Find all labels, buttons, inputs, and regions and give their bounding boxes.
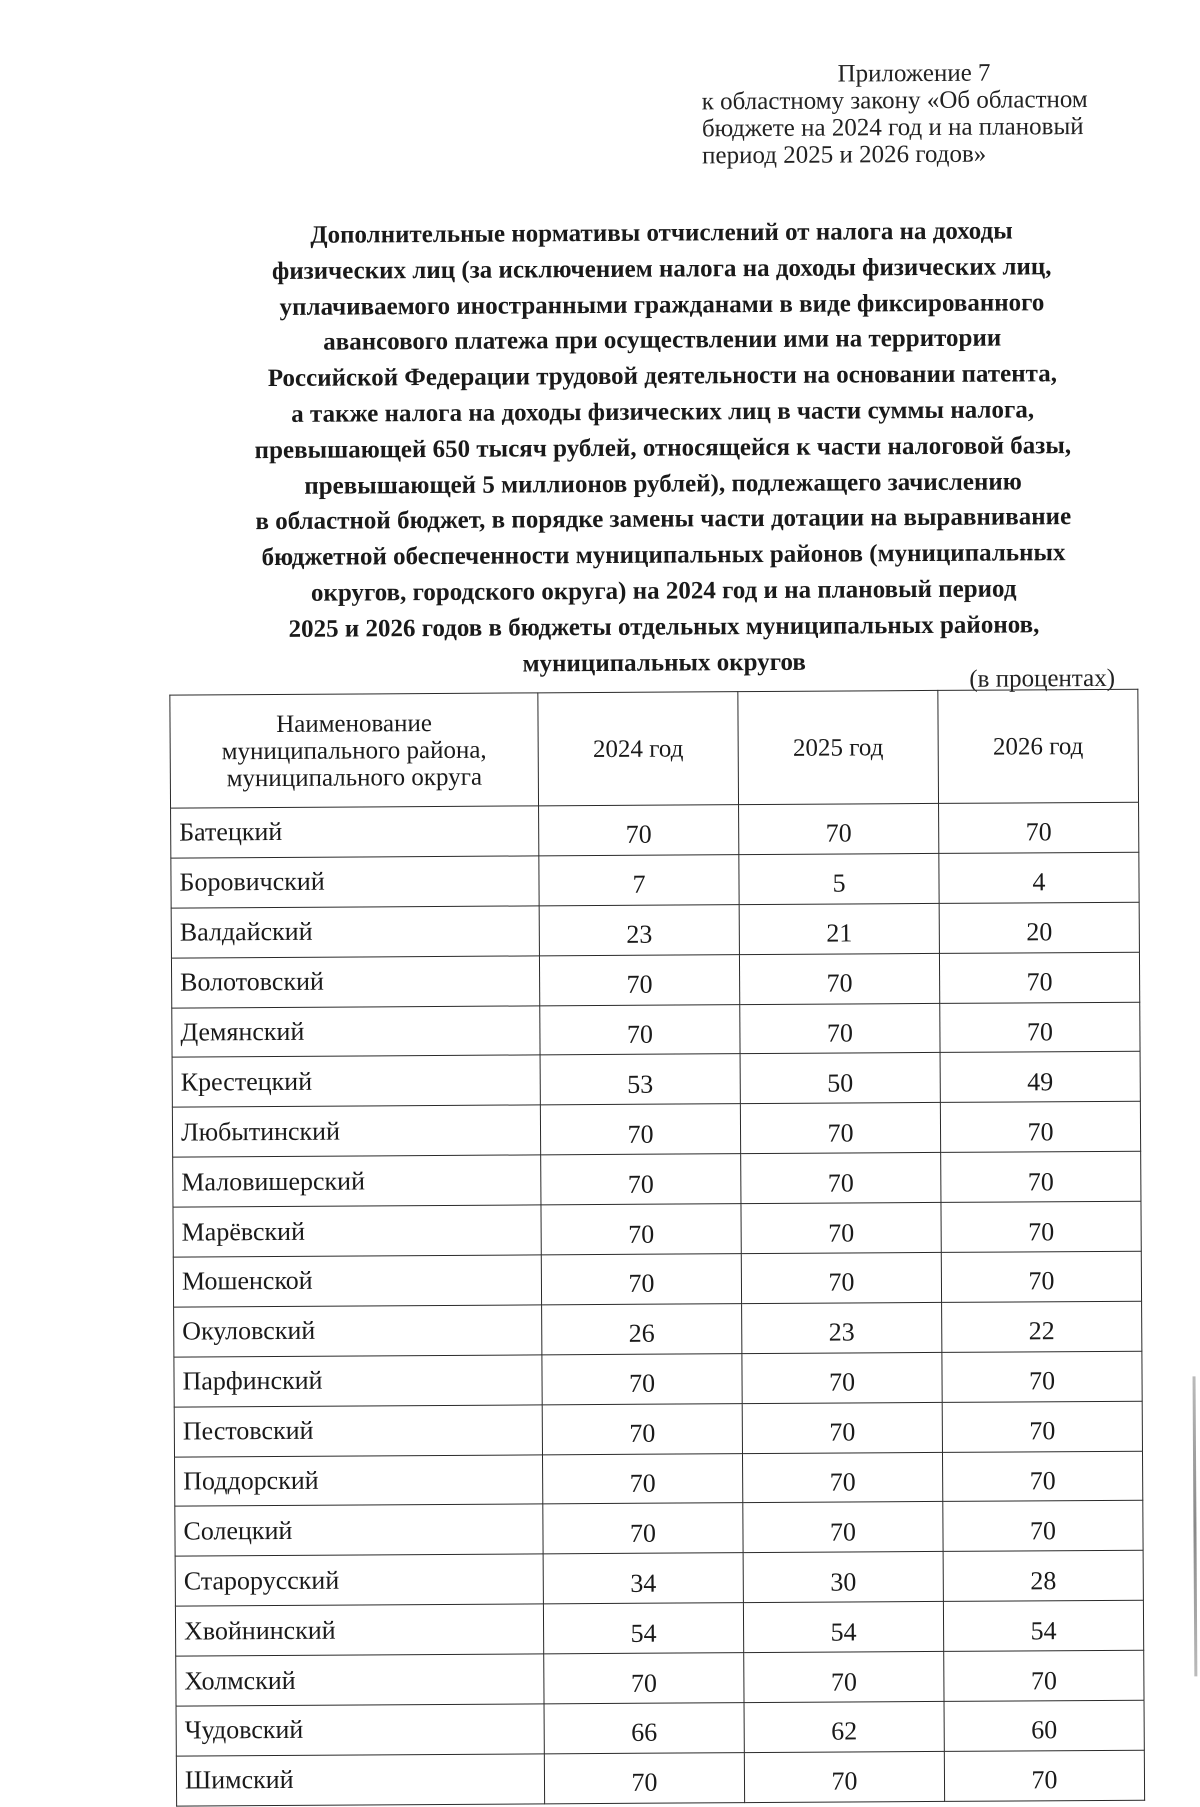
value-2025-cell: 21 — [739, 903, 939, 954]
value-2025-cell: 70 — [740, 1003, 940, 1054]
table-row — [172, 1052, 1140, 1108]
value-2026-cell: 70 — [942, 1401, 1142, 1452]
norms-table — [169, 689, 1145, 1807]
district-name-cell: Демянский — [172, 1005, 540, 1057]
value-2025-cell: 70 — [742, 1352, 942, 1403]
district-name-cell: Парфинский — [174, 1355, 542, 1407]
appendix-law-line-1: к областному закону «Об областном — [701, 86, 1088, 116]
table-header-row — [170, 689, 1139, 808]
value-2025-cell: 70 — [744, 1652, 944, 1703]
title-line: уплачиваемого иностранными гражданами в виде фиксированного — [279, 288, 1045, 321]
value-2024-cell: 70 — [542, 1353, 742, 1404]
district-name-cell: Батецкий — [171, 806, 539, 858]
appendix-reference — [701, 59, 1162, 170]
table-row — [174, 1401, 1142, 1457]
district-name-cell: Волотовский — [171, 956, 539, 1008]
header-name-line: муниципального района, — [221, 736, 487, 765]
units-note: (в процентах) — [969, 664, 1116, 693]
district-name-cell: Хвойнинский — [175, 1604, 543, 1656]
title-line: Российской Федерации трудовой деятельности на основании патента, — [267, 360, 1058, 393]
table-row — [173, 1151, 1141, 1207]
value-2025-cell: 70 — [743, 1502, 943, 1553]
value-2026-cell: 28 — [943, 1551, 1143, 1602]
value-2026-cell: 60 — [944, 1700, 1144, 1751]
value-2024-cell: 66 — [544, 1703, 744, 1754]
table-row — [172, 1102, 1140, 1158]
value-2026-cell: 70 — [941, 1151, 1141, 1202]
title-line: 2025 и 2026 годов в бюджеты отдельных муниципальных районов, — [288, 611, 1040, 643]
district-name-cell: Старорусский — [175, 1554, 543, 1606]
value-2024-cell: 23 — [539, 904, 739, 955]
value-2025-cell: 70 — [742, 1402, 942, 1453]
header-2025: 2025 год — [738, 690, 939, 804]
value-2025-cell: 70 — [742, 1452, 942, 1503]
value-2025-cell: 30 — [743, 1552, 943, 1603]
title-line: превышающей 650 тысяч рублей, относящейся к части налоговой базы, — [254, 431, 1072, 464]
district-name-cell: Поддорский — [175, 1454, 543, 1506]
value-2024-cell: 70 — [540, 1104, 740, 1155]
value-2026-cell: 70 — [940, 1102, 1140, 1153]
appendix-number: Приложение 7 — [837, 59, 991, 88]
value-2025-cell: 70 — [740, 1103, 940, 1154]
district-name-cell: Крестецкий — [172, 1055, 540, 1107]
table-row — [176, 1750, 1144, 1806]
title-line: Дополнительные нормативы отчислений от налога на доходы — [310, 217, 1013, 249]
table-row — [175, 1600, 1143, 1656]
district-name-cell: Боровичский — [171, 856, 539, 908]
value-2024-cell: 70 — [543, 1503, 743, 1554]
table-row — [172, 1002, 1140, 1058]
value-2026-cell: 70 — [941, 1251, 1141, 1302]
value-2024-cell: 53 — [540, 1054, 740, 1105]
value-2024-cell: 70 — [544, 1753, 744, 1804]
value-2024-cell: 70 — [544, 1653, 744, 1704]
header-name-line: Наименование — [276, 709, 432, 738]
value-2024-cell: 70 — [541, 1254, 741, 1305]
value-2026-cell: 22 — [942, 1301, 1142, 1352]
value-2024-cell: 70 — [540, 1004, 740, 1055]
value-2026-cell: 70 — [941, 1201, 1141, 1252]
value-2025-cell: 70 — [741, 1153, 941, 1204]
document-title — [156, 213, 1169, 685]
value-2025-cell: 5 — [739, 853, 939, 904]
value-2025-cell: 70 — [741, 1203, 941, 1254]
value-2024-cell: 70 — [542, 1453, 742, 1504]
district-name-cell: Окуловский — [174, 1305, 542, 1357]
value-2025-cell: 70 — [744, 1751, 944, 1802]
district-name-cell: Пестовский — [174, 1405, 542, 1457]
district-name-cell: Маловишерский — [173, 1155, 541, 1207]
title-line: округов, городского округа) на 2024 год и на плановый период — [310, 575, 1017, 607]
table-row — [174, 1351, 1142, 1407]
district-name-cell: Холмский — [176, 1654, 544, 1706]
header-2026: 2026 год — [938, 689, 1139, 803]
value-2026-cell: 70 — [939, 952, 1139, 1003]
table-row — [171, 802, 1139, 858]
value-2026-cell: 20 — [939, 902, 1139, 953]
value-2025-cell: 70 — [741, 1252, 941, 1303]
table-row — [176, 1700, 1144, 1756]
value-2025-cell: 50 — [740, 1053, 940, 1104]
value-2026-cell: 70 — [943, 1501, 1143, 1552]
title-line: муниципальных округов — [522, 648, 806, 678]
district-name-cell: Чудовский — [176, 1704, 544, 1756]
title-line: физических лиц (за исключением налога на доходы физических лиц, — [271, 253, 1052, 285]
appendix-law-line-2: бюджете на 2024 год и на плановый — [701, 113, 1084, 143]
table-row — [173, 1201, 1141, 1257]
table-body — [171, 802, 1145, 1806]
table-row — [174, 1301, 1142, 1357]
value-2024-cell: 54 — [543, 1603, 743, 1654]
value-2025-cell: 62 — [744, 1701, 944, 1752]
table-row — [175, 1501, 1143, 1557]
value-2026-cell: 70 — [942, 1351, 1142, 1402]
title-line: а также налога на доходы физических лиц в части суммы налога, — [291, 396, 1035, 428]
value-2024-cell: 7 — [539, 855, 739, 906]
value-2026-cell: 70 — [944, 1650, 1144, 1701]
district-name-cell: Любытинский — [172, 1105, 540, 1157]
table-row — [171, 902, 1139, 958]
value-2024-cell: 70 — [539, 954, 739, 1005]
title-line: авансового платежа при осуществлении ими на территории — [323, 324, 1002, 357]
table-row — [175, 1551, 1143, 1607]
district-name-cell: Мошенской — [173, 1255, 541, 1307]
title-line: в областной бюджет, в порядке замены части дотации на выравнивание — [255, 503, 1072, 536]
table-row — [171, 852, 1139, 908]
district-name-cell: Марёвский — [173, 1205, 541, 1257]
value-2024-cell: 70 — [542, 1403, 742, 1454]
header-2024: 2024 год — [538, 692, 739, 806]
value-2025-cell: 23 — [742, 1302, 942, 1353]
value-2026-cell: 49 — [940, 1052, 1140, 1103]
table-row — [176, 1650, 1144, 1706]
value-2024-cell: 70 — [539, 805, 739, 856]
value-2025-cell: 54 — [743, 1602, 943, 1653]
district-name-cell: Валдайский — [171, 906, 539, 958]
value-2024-cell: 34 — [543, 1553, 743, 1604]
value-2026-cell: 54 — [943, 1600, 1143, 1651]
value-2024-cell: 70 — [541, 1204, 741, 1255]
title-line: превышающей 5 миллионов рублей), подлежащего зачислению — [304, 467, 1022, 500]
value-2026-cell: 70 — [944, 1750, 1144, 1801]
value-2026-cell: 70 — [942, 1451, 1142, 1502]
value-2025-cell: 70 — [739, 953, 939, 1004]
appendix-law-line-3: период 2025 и 2026 годов» — [701, 140, 987, 170]
district-name-cell: Шимский — [176, 1754, 544, 1806]
district-name-cell: Солецкий — [175, 1504, 543, 1556]
scan-edge-mark — [1193, 1376, 1198, 1676]
value-2025-cell: 70 — [739, 803, 939, 854]
header-district-name — [170, 693, 539, 808]
value-2026-cell: 70 — [940, 1002, 1140, 1053]
table-row — [175, 1451, 1143, 1507]
table-row — [173, 1251, 1141, 1307]
title-line: бюджетной обеспеченности муниципальных районов (муниципальных — [261, 539, 1066, 572]
value-2026-cell: 70 — [939, 802, 1139, 853]
header-name-line: муниципального округа — [226, 763, 483, 792]
value-2024-cell: 70 — [541, 1154, 741, 1205]
value-2024-cell: 26 — [542, 1304, 742, 1355]
table-row — [171, 952, 1139, 1008]
value-2026-cell: 4 — [939, 852, 1139, 903]
